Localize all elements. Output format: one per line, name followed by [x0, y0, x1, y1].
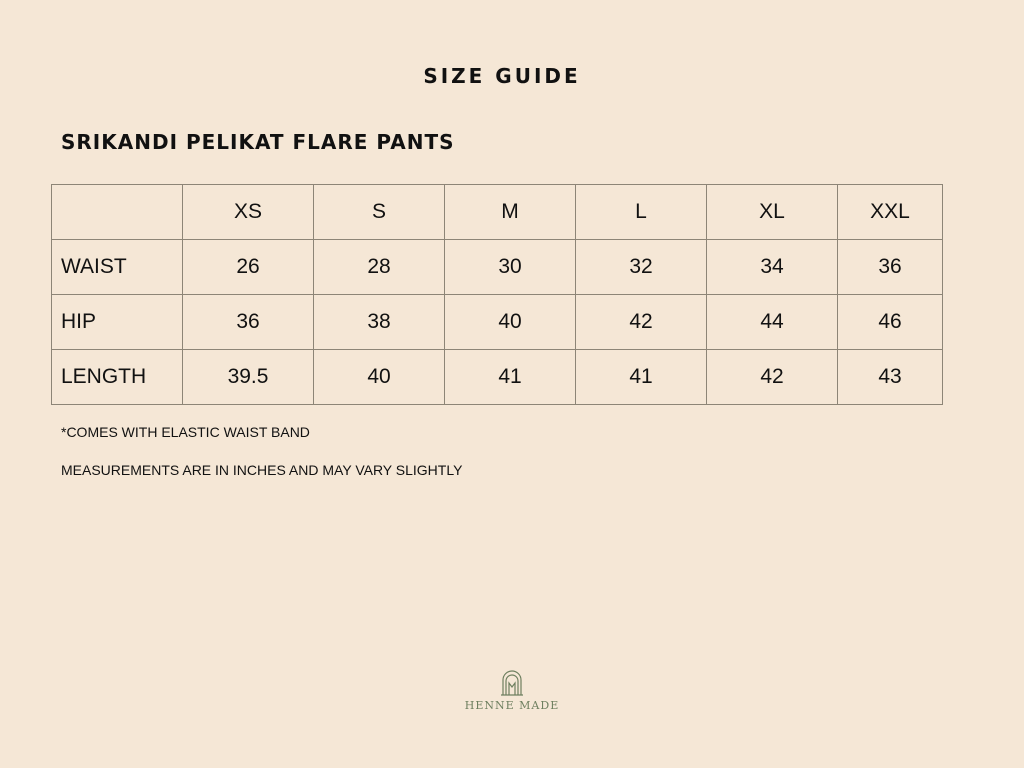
size-header-row — [52, 185, 943, 240]
table-cell: 34 — [707, 240, 838, 295]
size-header-l: L — [576, 185, 707, 240]
table-cell: 28 — [314, 240, 445, 295]
size-header-xs: XS — [183, 185, 314, 240]
table-cell: 30 — [445, 240, 576, 295]
table-cell: 41 — [445, 350, 576, 405]
table-cell: 38 — [314, 295, 445, 350]
table-cell: 42 — [576, 295, 707, 350]
size-header-xxl: XXL — [838, 185, 943, 240]
table-cell: 36 — [838, 240, 943, 295]
page-title: SIZE GUIDE — [423, 64, 581, 88]
product-title: SRIKANDI PELIKAT FLARE PANTS — [61, 130, 455, 154]
size-header-s: S — [314, 185, 445, 240]
row-label-hip: HIP — [52, 295, 183, 350]
table-cell: 42 — [707, 350, 838, 405]
table-cell: 36 — [183, 295, 314, 350]
table-cell: 32 — [576, 240, 707, 295]
size-header-xl: XL — [707, 185, 838, 240]
measurement-note: MEASUREMENTS ARE IN INCHES AND MAY VARY SLIGHTLY — [61, 462, 463, 478]
arch-monogram-icon — [499, 670, 525, 696]
table-row-hip — [52, 295, 943, 350]
table-row-waist — [52, 240, 943, 295]
table-row-length — [52, 350, 943, 405]
table-cell: 26 — [183, 240, 314, 295]
table-cell: 41 — [576, 350, 707, 405]
size-chart-table — [51, 184, 943, 405]
brand-name: HENNE MADE — [464, 699, 560, 712]
table-cell: 44 — [707, 295, 838, 350]
table-cell: 40 — [445, 295, 576, 350]
table-cell: 43 — [838, 350, 943, 405]
elastic-note: *COMES WITH ELASTIC WAIST BAND — [61, 424, 310, 440]
table-corner-cell — [52, 185, 183, 240]
table-cell: 40 — [314, 350, 445, 405]
row-label-waist: WAIST — [52, 240, 183, 295]
table-cell: 39.5 — [183, 350, 314, 405]
table-cell: 46 — [838, 295, 943, 350]
size-header-m: M — [445, 185, 576, 240]
brand-footer — [0, 670, 1024, 712]
row-label-length: LENGTH — [52, 350, 183, 405]
